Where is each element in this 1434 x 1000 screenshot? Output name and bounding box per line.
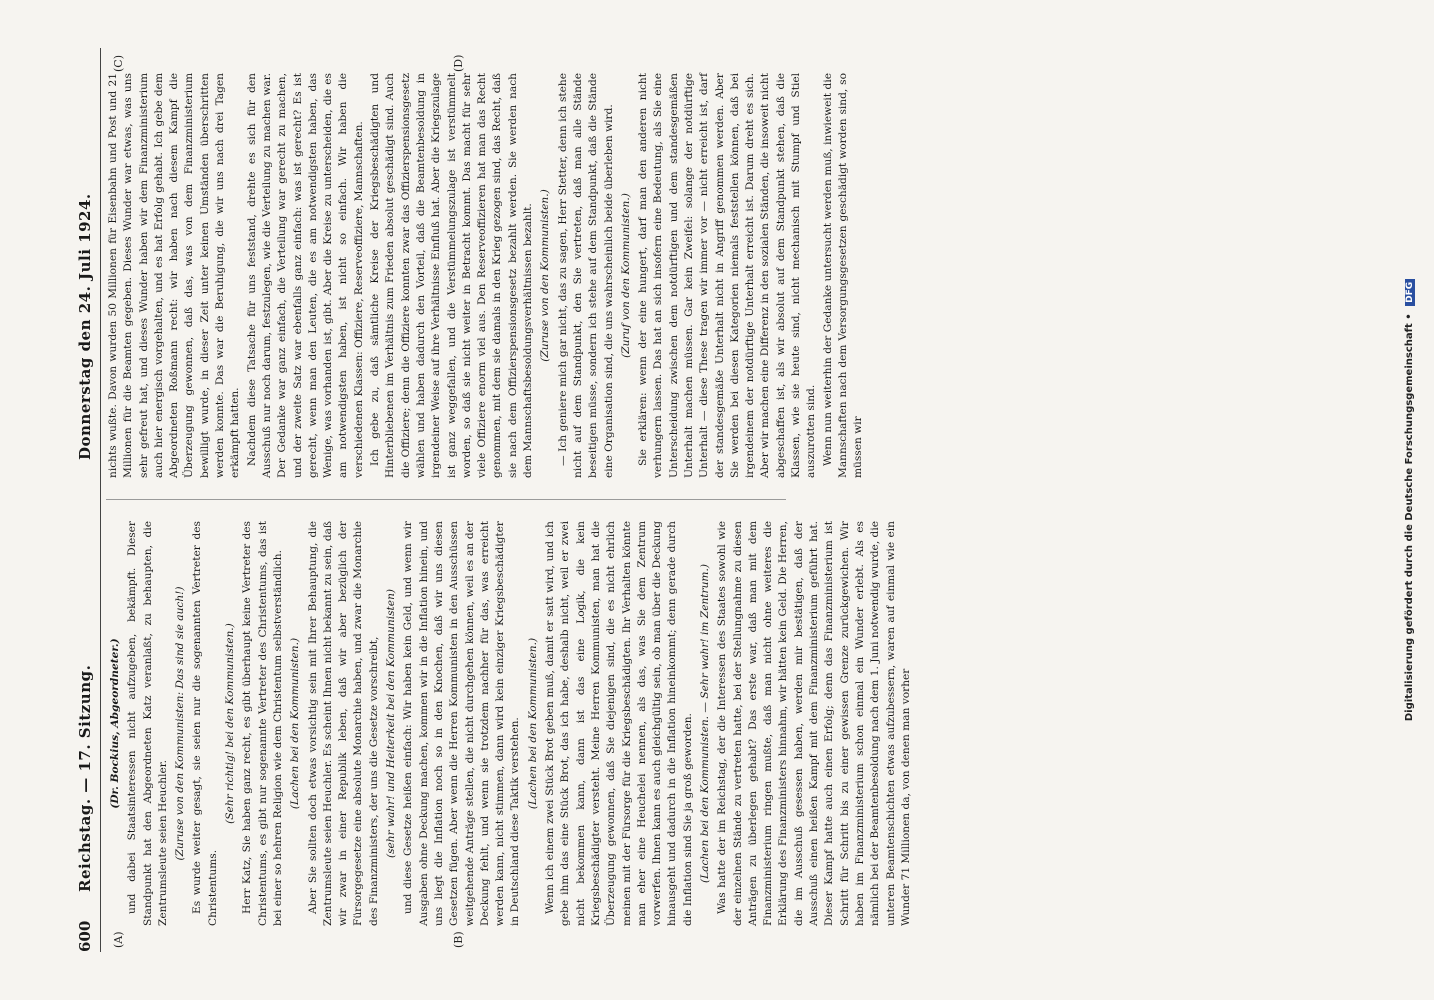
left-text-column bbox=[106, 521, 912, 926]
speaker-label: (Dr. Bockius, Abgeordneter.) bbox=[109, 638, 121, 809]
paragraph: Was hatte der im Reichstag, der die Interessen des Staates sowohl wie der einzelnen Stände zu vertreten hatte, bei der Stellungnahme zu diesen Anträgen zu überlegen gehabt? Das erste war, daß man mit dem Finanzministerium ringen mußte, daß man nicht ohne weiteres die Erklärung des Finanzministers hinnahm, wir hätten kein Geld. Die Herren, die im Ausschuß gesessen haben, werden mir bestätigen, daß der Ausschuß einen heißen Kampf mit dem Finanzministerium geführt hat. Dieser Kampf hatte auch einen Erfolg; denn das Finanzministerium ist Schritt für Schritt bis zu einer gewissen Grenze zurückgewichen. Wir haben im Finanzministerium schon einmal ein Wunder erlebt. Als es nämlich bei der Beamtenbesoldung nach dem 1. Juni notwendig wurde, die unteren Beamtenschichten etwas aufzubessern, waren auf einmal wie ein Wunder 71 Millionen da, von denen man vorher bbox=[716, 521, 912, 926]
interjection: (Lachen bei den Kommunisten. — Sehr wahr! im Zentrum.) bbox=[698, 564, 711, 883]
margin-mark-c: (C) bbox=[112, 55, 125, 72]
paragraph: Es wurde weiter gesagt, sie seien nur die sogenannten Vertreter des Christentums. bbox=[191, 521, 219, 926]
interjection: (Lachen bei den Kommunisten.) bbox=[526, 637, 539, 810]
header-left-title: Reichstag. — 17. Sitzung. bbox=[76, 664, 94, 892]
digitization-note-text: Digitalisierung gefördert durch die Deutsche Forschungsgemeinschaft • bbox=[1404, 313, 1415, 722]
paragraph: Wenn ich einem zwei Stück Brot geben muß, damit er satt wird, und ich gebe ihm das eine Stück Brot, das ich habe, deshalb nicht, weil er zwei nicht bekommen kann, dann ist das eine Logik, die kein Kriegsbeschädigter versteht. Meine Herren Kommunisten, man hat die Überzeugung gewonnen, daß Sie diejenigen sind, die es nicht ehrlich meinen mit der Fürsorge für die Kriegsbeschädigten. Ihr Verhalten könnte man eher eine Heuchelei nennen, als das, was Sie dem Zentrum vorwerfen. Ihnen kann es auch gleichgültig sein, ob man über die Deckung hinausgeht und dadurch in die Inflation hineinkommt; denn gerade durch die Inflation sind Sie ja groß geworden. bbox=[544, 521, 694, 926]
interjection: (Lachen bei den Kommunisten.) bbox=[289, 637, 302, 810]
interjection: (Zuruse von den Kommunisten.) bbox=[539, 189, 552, 362]
paragraph: — Ich geniere mich gar nicht, das zu sagen, Herr Stetter, denn ich stehe nicht auf dem Standpunkt, den Sie vertreten, daß man alle Stände beseitigen müsse, sondern ich stehe auf dem Standpunkt, daß die Stände eine Organisation sind, die uns wahrscheinlich beide überleben wird. bbox=[556, 73, 615, 478]
column-divider bbox=[106, 499, 786, 500]
header-rule bbox=[100, 48, 101, 952]
dfg-logo: DFG bbox=[1405, 279, 1415, 306]
header-right-title: Donnerstag den 24. Juli 1924. bbox=[76, 193, 94, 460]
paragraph: Ich gebe zu, daß sämtliche Kreise der Kriegsbeschädigten und Hinterbliebenen im Verhältnis zum Frieden absolut geschädigt sind. Auch die Offiziere; denn die Offiziere konnten zwar das Offizierspensionsgesetz wählen und haben dadurch den Vorteil, daß die Beamtenbesoldung in irgendeiner Weise auf ihre Verhältnisse Einfluß hat. Aber die Kriegszulage ist ganz weggefallen, und die Verstümmelungszulage ist verstümmelt worden, so daß sie nicht weiter in Betracht kommt. Das macht für sehr viele Offiziere enorm viel aus. Den Reserveoffizieren hat man das Recht genommen, mit dem sie damals in den Krieg gezogen sind, das Recht, daß sie nach dem Offizierspensionsgesetz bezahlt werden. Sie werden nach dem Mannschaftsbesoldungsverhältnissen bezahlt. bbox=[369, 73, 535, 478]
digitization-note bbox=[1404, 100, 1420, 900]
paragraph: Nachdem diese Tatsache für uns feststand, drehte es sich für den Ausschuß nur noch darum, festzulegen, wie die Verteilung zu machen war. Der Gedanke war ganz einfach, die Verteilung war gerecht zu machen, und der zweite Satz war ebenfalls ganz einfach: was ist gerecht? Es ist gerecht, wenn man den Leuten, die es am notwendigsten haben, das Wenige, was vorhanden ist, gibt. Aber die Kreise zu unterscheiden, die es am notwendigsten haben, ist nicht so einfach. Wir haben die verschiedenen Klassen: Offiziere, Reserveoffiziere, Mannschaften. bbox=[245, 73, 365, 478]
paragraph: und diese Gesetze heißen einfach: Wir haben kein Geld, und wenn wir Ausgaben ohne Deckung machen, kommen wir in die Inflation hinein, und uns liegt die Inflation noch so in den Knochen, daß wir uns diesen Gesetzen fügen. Aber wenn die Herren Kommunisten in den Ausschüssen weitgehende Anträge stellen, die nicht durchgehen können, weil es an der Deckung fehlt, und wenn sie trotzdem nachher für das, was erreicht werden kann, nicht stimmen, dann wird kein einziger Kriegsbeschädigter in Deutschland diese Taktik verstehen. bbox=[402, 521, 522, 926]
paragraph: Wenn nun weiterhin der Gedanke untersucht werden muß, inwieweit die Mannschaften nach dem Versorgungsgesetzen geschädigt worden sind, so müssen wir bbox=[821, 73, 865, 478]
rotated-page-content bbox=[72, 48, 912, 952]
paragraph: Sie erklären: wenn der eine hungert, darf man den anderen nicht verhungern lassen. Das hat an sich insofern eine Bedeutung, als Sie eine Unterscheidung zwischen dem notdürftigen und dem standesgemäßen Unterhalt machen müssen. Gar kein Zweifel: solange der notdürftige Unterhalt — diese These tragen wir immer vor — nicht erreicht ist, darf der standesgemäße Unterhalt nicht in Angriff genommen werden. Aber Sie werden bei diesen Kategorien niemals feststellen können, daß bei irgendeinem der notdürftige Unterhalt erreicht ist. Darum dreht es sich. Aber wir machen eine Differenz in den sozialen Ständen, die insoweit nicht abgeschaffen ist, als wir absolut auf dem Standpunkt stehen, daß die Klassen, wie sie heute sind, nicht mechanisch mit Stumpf und Stiel auszurotten sind. bbox=[637, 73, 818, 478]
margin-mark-b: (B) bbox=[452, 931, 465, 948]
paragraph: Aber Sie sollten doch etwas vorsichtig sein mit Ihrer Behauptung, die Zentrumsleute seien Heuchler. Es scheint Ihnen nicht bekannt zu sein, daß wir zwar in einer Republik leben, daß wir aber bezüglich der Fürsorgegesetze eine absolute Monarchie haben, und zwar die Monarchie des Finanzministers, der uns die Gesetze vorschreibt, bbox=[306, 521, 380, 926]
margin-mark-a: (A) bbox=[112, 931, 125, 948]
paragraph: Herr Katz, Sie haben ganz recht, es gibt überhaupt keine Vertreter des Christentums, es gibt nur sogenannte Vertreter des Christentums, das ist bei einer so hehren Religion wie dem Christentum selbstverständlich. bbox=[241, 521, 284, 926]
interjection: (Sehr richtig! bei den Kommunisten.) bbox=[224, 623, 237, 824]
right-text-column bbox=[106, 73, 865, 478]
interjection: (Zuruf von den Kommunisten.) bbox=[619, 193, 632, 358]
page-number: 600 bbox=[76, 920, 94, 952]
paragraph: nichts wußte. Davon wurden 50 Millionen für Eisenbahn und Post und 21 Millionen für die Beamten gegeben. Dieses Wunder war etwas, was uns sehr gefreut hat, und dieses Wunder haben wir dem Finanzministerium auch hier energisch vorgehalten, und es hat Erfolg gehabt. Ich gebe dem Abgeordneten Roßmann recht: wir haben nach diesem Kampf die Überzeugung gewonnen, daß das, was von dem Finanzministerium bewilligt wurde, in dieser Zeit unter keinen Umständen überschritten werden konnte. Das war die Beruhigung, die wir uns nach drei Tagen erkämpft hatten. bbox=[107, 73, 242, 478]
interjection: (sehr wahr! und Heiterkeit bei den Kommunisten) bbox=[385, 588, 398, 859]
interjection: (Zuruse von den Kommunisten: Das sind sie auch!) bbox=[174, 586, 187, 861]
paragraph: und dabei Staatsinteressen nicht aufzugeben, bekämpft. Dieser Standpunkt hat den Abgeordneten Katz veranlaßt, zu behaupten, die Zentrumsleute seien Heuchler. bbox=[126, 521, 169, 926]
margin-mark-d: (D) bbox=[452, 54, 465, 72]
page-header bbox=[72, 48, 98, 952]
